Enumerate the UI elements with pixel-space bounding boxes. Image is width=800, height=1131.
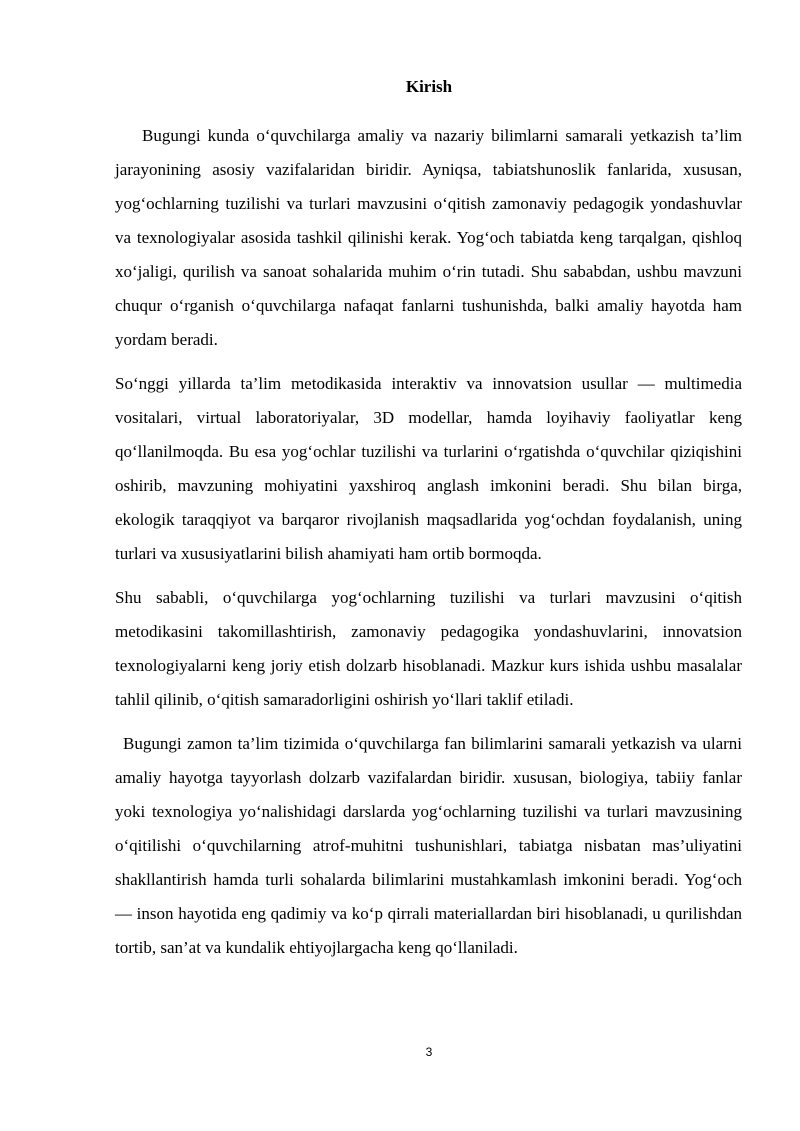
paragraph-4: Bugungi zamon ta’lim tizimida o‘quvchilarga fan bilimlarini samarali yetkazish va ularni amaliy hayotga tayyorlash dolzarb vazifalardan biridir. xususan, biologiya, tabiiy fanlar yoki texnologiya yo‘nalishidagi darslarda yog‘ochlarning tuzilishi va turlari mavzusining o‘qitilishi o‘quvchilarning atrof-muhitni tushunishlari, tabiatga nisbatan mas’uliyatini shakllantirish hamda turli sohalarda bilimlarini mustahkamlash imkonini beradi. Yog‘och — inson hayotida eng qadimiy va ko‘p qirrali materiallardan biri hisoblanadi, u qurilishdan tortib, san’at va kundalik ehtiyojlargacha keng qo‘llaniladi. [115, 734, 742, 957]
paragraph-3: Shu sababli, o‘quvchilarga yog‘ochlarning tuzilishi va turlari mavzusini o‘qitish metodikasini takomillashtirish, zamonaviy pedagogika yondashuvlarini, innovatsion texnologiyalarni keng joriy etish dolzarb hisoblanadi. Mazkur kurs ishida ushbu masalalar tahlil qilinib, o‘qitish samaradorligini oshirish yo‘llari taklif etiladi. [115, 588, 742, 709]
document-body [115, 119, 742, 975]
paragraph-2: So‘nggi yillarda ta’lim metodikasida interaktiv va innovatsion usullar — multimedia vositalari, virtual laboratoriyalar, 3D modellar, hamda loyihaviy faoliyatlar keng qo‘llanilmoqda. Bu esa yog‘ochlar tuzilishi va turlarini o‘rgatishda o‘quvchilar qiziqishini oshirib, mavzuning mohiyatini yaxshiroq anglash imkonini beradi. Shu bilan birga, ekologik taraqqiyot va barqaror rivojlanish maqsadlarida yog‘ochdan foydalanish, uning turlari va xususiyatlarini bilish ahamiyati ham ortib bormoqda. [115, 374, 742, 563]
page-number: 3 [425, 1045, 433, 1059]
section-title: Kirish [405, 77, 453, 96]
paragraph-1: Bugungi kunda o‘quvchilarga amaliy va nazariy bilimlarni samarali yetkazish ta’lim jarayonining asosiy vazifalaridan biridir. Ayniqsa, tabiatshunoslik fanlarida, xususan, yog‘ochlarning tuzilishi va turlari mavzusini o‘qitish zamonaviy pedagogik yondashuvlar va texnologiyalar asosida tashkil qilinishi kerak. Yog‘och tabiatda keng tarqalgan, qishloq xo‘jaligi, qurilish va sanoat sohalarida muhim o‘rin tutadi. Shu sababdan, ushbu mavzuni chuqur o‘rganish o‘quvchilarga nafaqat fanlarni tushunishda, balki amaliy hayotda ham yordam beradi. [115, 126, 742, 349]
